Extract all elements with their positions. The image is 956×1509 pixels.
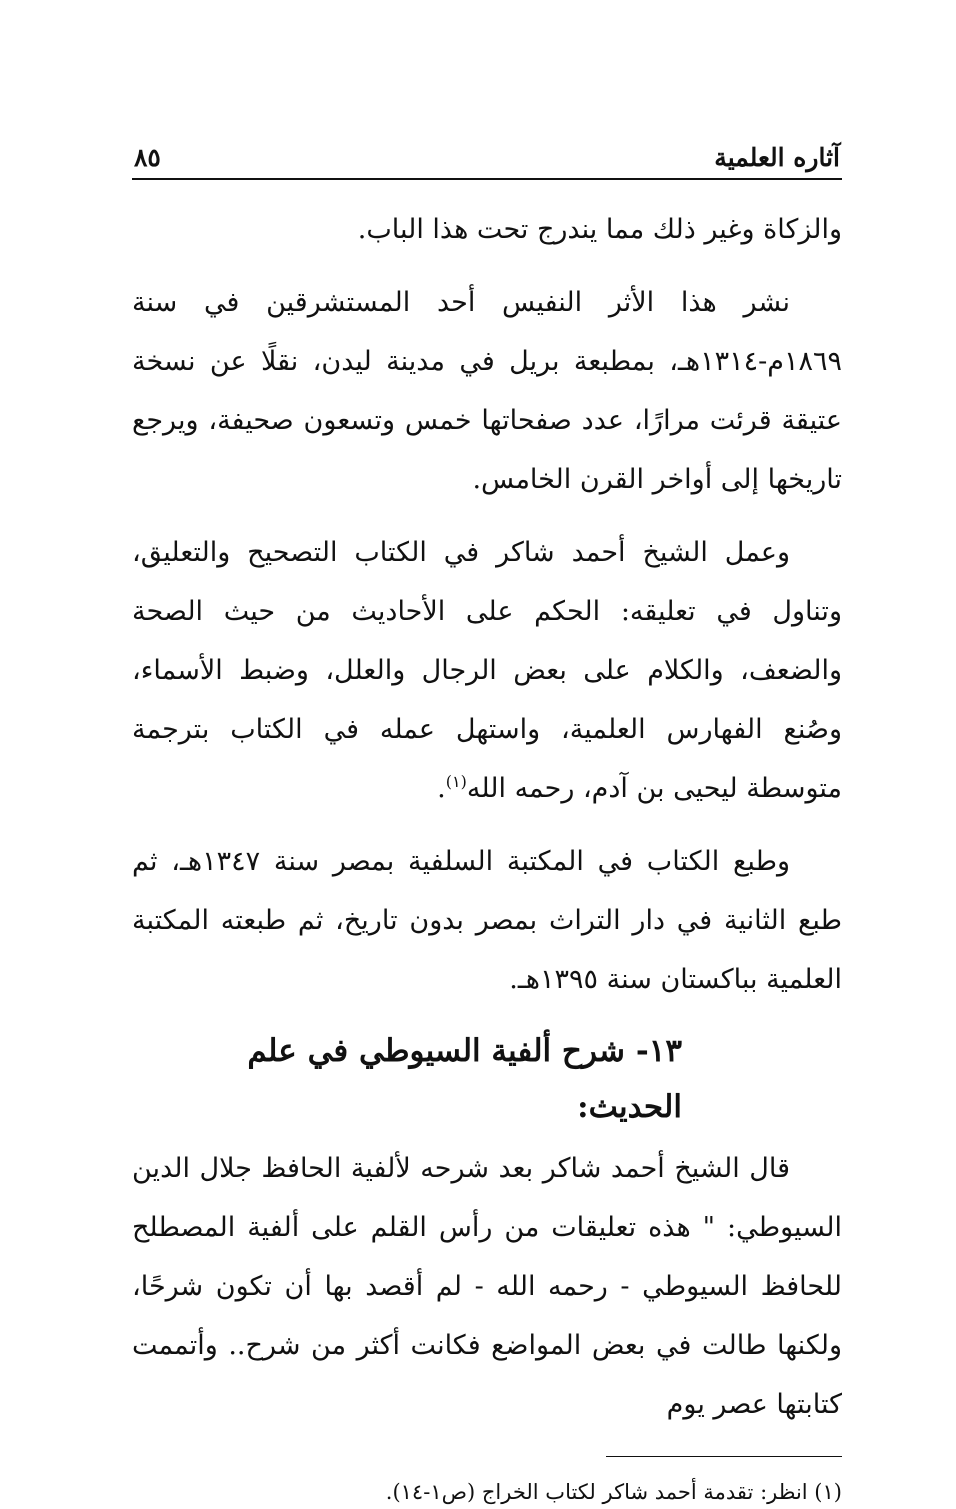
footnote-divider	[606, 1456, 842, 1457]
page-number: ٨٥	[134, 143, 161, 172]
page-header	[132, 128, 842, 180]
paragraph-text: وعمل الشيخ أحمد شاكر في الكتاب التصحيح والتعليق، وتناول في تعليقه: الحكم على الأحاديث من حيث الصحة والضعف، والكلام على بعض الرجال والعلل، وضبط الأسماء، وصُنع الفهارس العلمية، واستهل عمله في الكتاب بترجمة متوسطة ليحيى بن آدم، رحمه الله	[132, 537, 842, 804]
footnote: (١) انظر: تقدمة أحمد شاكر لكتاب الخراج (ص١-١٤).	[385, 1480, 842, 1504]
footnote-reference: (١)	[445, 772, 467, 791]
book-page	[132, 128, 842, 1509]
paragraph: وطبع الكتاب في المكتبة السلفية بمصر سنة ١٣٤٧هـ، ثم طبع الثانية في دار التراث بمصر بدون تاريخ، ثم طبعته المكتبة العلمية بباكستان سنة ١٣٩٥هـ.	[132, 846, 842, 995]
paragraph	[132, 523, 842, 818]
section-heading: ١٣- شرح ألفية السيوطي في علم الحديث:	[247, 1033, 682, 1125]
paragraph-text-end: .	[437, 773, 446, 804]
paragraph: نشر هذا الأثر النفيس أحد المستشرقين في سنة ١٨٦٩م-١٣١٤هـ، بمطبعة بريل في مدينة ليدن، نقلًا عن نسخة عتيقة قرئت مرارًا، عدد صفحاتها خمس وتسعون صحيفة، ويرجع تاريخها إلى أواخر القرن الخامس.	[132, 287, 842, 495]
running-title: آثاره العلمية	[714, 143, 840, 172]
body-text	[132, 200, 842, 1434]
paragraph: والزكاة وغير ذلك مما يندرج تحت هذا الباب.	[357, 214, 842, 245]
paragraph: قال الشيخ أحمد شاكر بعد شرحه لألفية الحافظ جلال الدين السيوطي: " هذه تعليقات من رأس القلم على ألفية المصطلح للحافظ السيوطي - رحمه الله - لم أقصد بها أن تكون شرحًا، ولكنها طالت في بعض المواضع فكانت أكثر من شرح.. وأتممت كتابتها عصر يوم	[132, 1153, 842, 1420]
